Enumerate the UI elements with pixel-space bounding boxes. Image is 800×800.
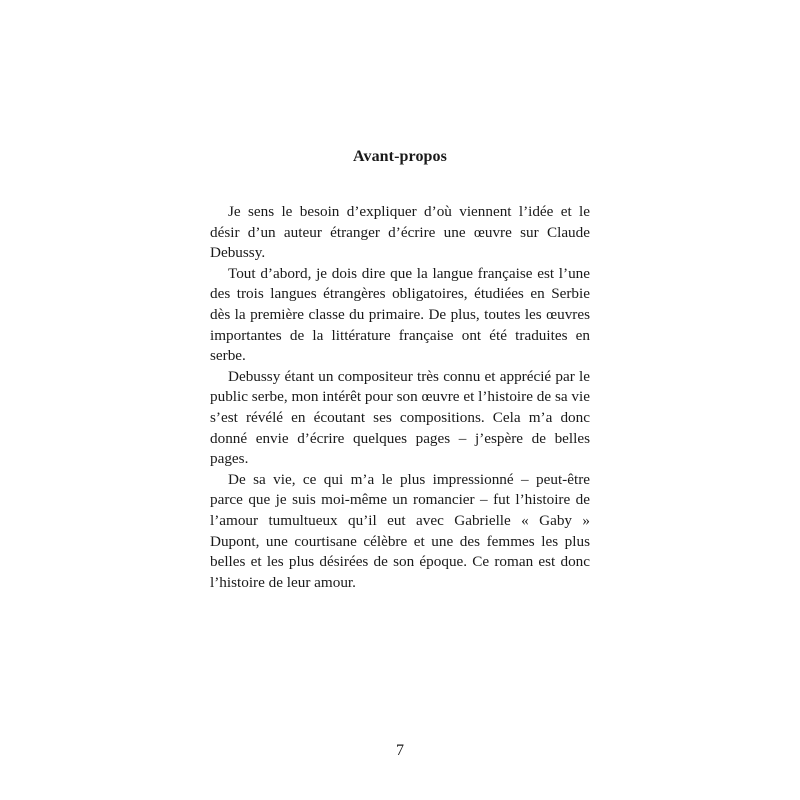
paragraph: De sa vie, ce qui m’a le plus impressionné – peut-être parce que je suis moi-même un romancier – fut l’histoire de l’amour tumultueux qu’il eut avec Gabrielle « Gaby » Dupont, une courtisane célèbre et une des femmes les plus belles et les plus désirées de son époque. Ce roman est donc l’histoire de leur amour. [210, 470, 590, 591]
paragraph: Tout d’abord, je dois dire que la langue française est l’une des trois langues étrangères obligatoires, étudiées en Serbie dès la première classe du primaire. De plus, toutes les œuvres importantes de la littérature française ont été traduites en serbe. [210, 264, 590, 365]
body-text [210, 202, 590, 593]
page-number: 7 [396, 742, 404, 759]
paragraph: Je sens le besoin d’expliquer d’où viennent l’idée et le désir d’un auteur étranger d’écrire une œuvre sur Claude Debussy. [210, 203, 590, 262]
page-title: Avant-propos [353, 148, 447, 165]
paragraph: Debussy étant un compositeur très connu et apprécié par le public serbe, mon intérêt pour son œuvre et l’histoire de sa vie s’est révélé en écoutant ses compositions. Cela m’a donc donné envie d’écrire quelques pages – j’espère de belles pages. [210, 367, 590, 468]
